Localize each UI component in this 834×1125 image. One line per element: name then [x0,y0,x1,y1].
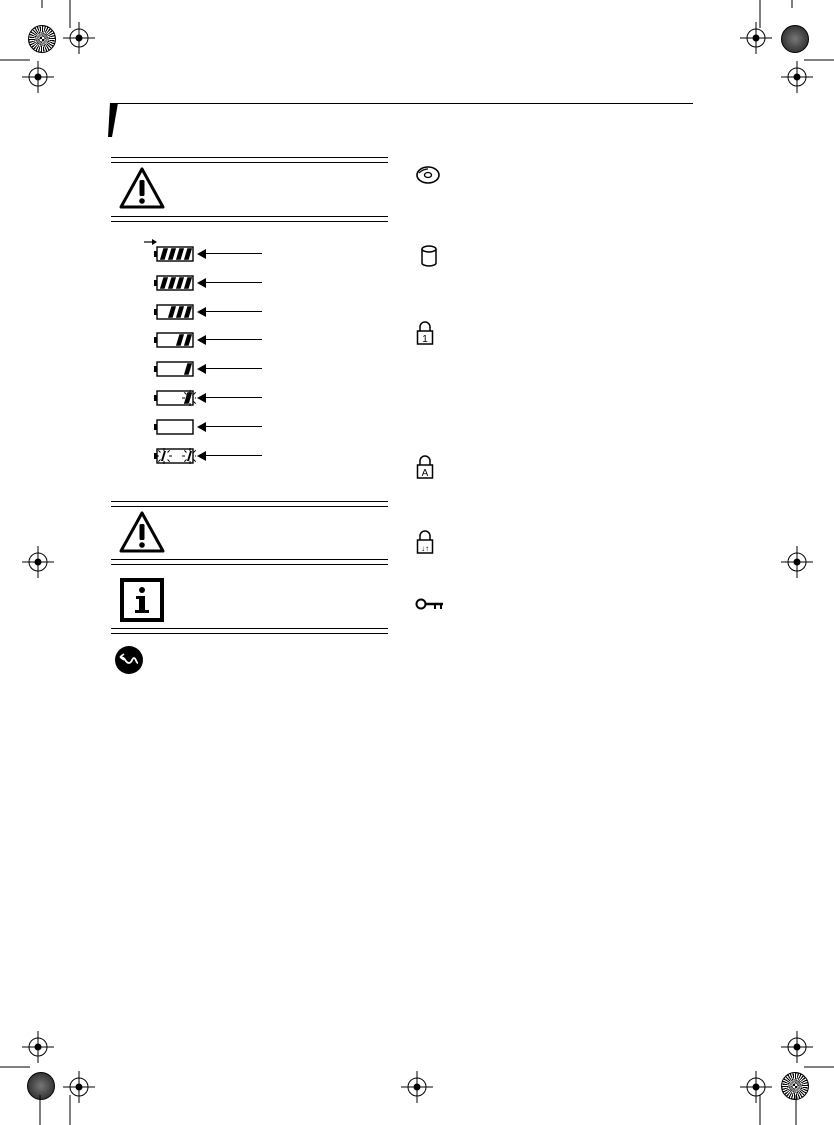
battery-icon [152,244,196,264]
pointer-arrow-head [197,307,206,317]
notice-bottom-rule [111,216,388,222]
power-wave-badge-icon [114,645,144,675]
battery-icon [152,417,196,437]
pointer-arrow-line [204,426,262,427]
battery-icon [152,446,196,466]
battery-icon [152,359,196,379]
pointer-arrow-line [204,339,262,340]
pointer-arrow-head [197,335,206,345]
pointer-arrow-line [204,455,262,456]
hard-drive-access-icon [420,244,438,268]
battery-level-row [150,388,270,408]
pointer-arrow-head [197,278,206,288]
header-rule [111,103,693,104]
num-lock-glyph: 1 [422,334,428,345]
pointer-arrow-head [197,422,206,432]
notice-top-rule [111,501,388,507]
battery-level-row [150,273,270,293]
battery-icon [152,273,196,293]
pointer-arrow-line [204,397,262,398]
caps-lock-icon [416,455,434,481]
notice-bottom-rule [111,628,388,634]
battery-icon [152,302,196,322]
battery-level-row [150,330,270,350]
pointer-arrow-head [197,451,206,461]
num-lock-icon [416,321,434,347]
scroll-lock-icon [416,530,434,556]
battery-level-row [150,244,270,264]
pointer-arrow-head [197,393,206,403]
notice-divider-rule [111,559,388,565]
pointer-arrow-head [197,249,206,259]
battery-level-row [150,359,270,379]
caps-lock-glyph: A [421,468,429,479]
pointer-arrow-line [204,253,262,254]
pointer-arrow-line [204,368,262,369]
battery-level-row [150,302,270,322]
scroll-lock-glyph: ↓↑ [421,544,429,553]
battery-icon [152,388,196,408]
pointer-arrow-line [204,311,262,312]
pointer-arrow-line [204,282,262,283]
battery-icon [152,330,196,350]
battery-level-row [150,446,270,466]
header-tab-marker [108,103,120,139]
notice-top-rule [111,157,388,163]
warning-triangle-icon [118,510,166,554]
security-key-icon [415,597,445,611]
warning-triangle-icon [118,166,166,210]
charging-arrow-icon [144,237,158,247]
info-i-icon [119,577,165,623]
pointer-arrow-head [197,364,206,374]
cd-dvd-access-icon [415,165,441,185]
battery-level-row [150,417,270,437]
